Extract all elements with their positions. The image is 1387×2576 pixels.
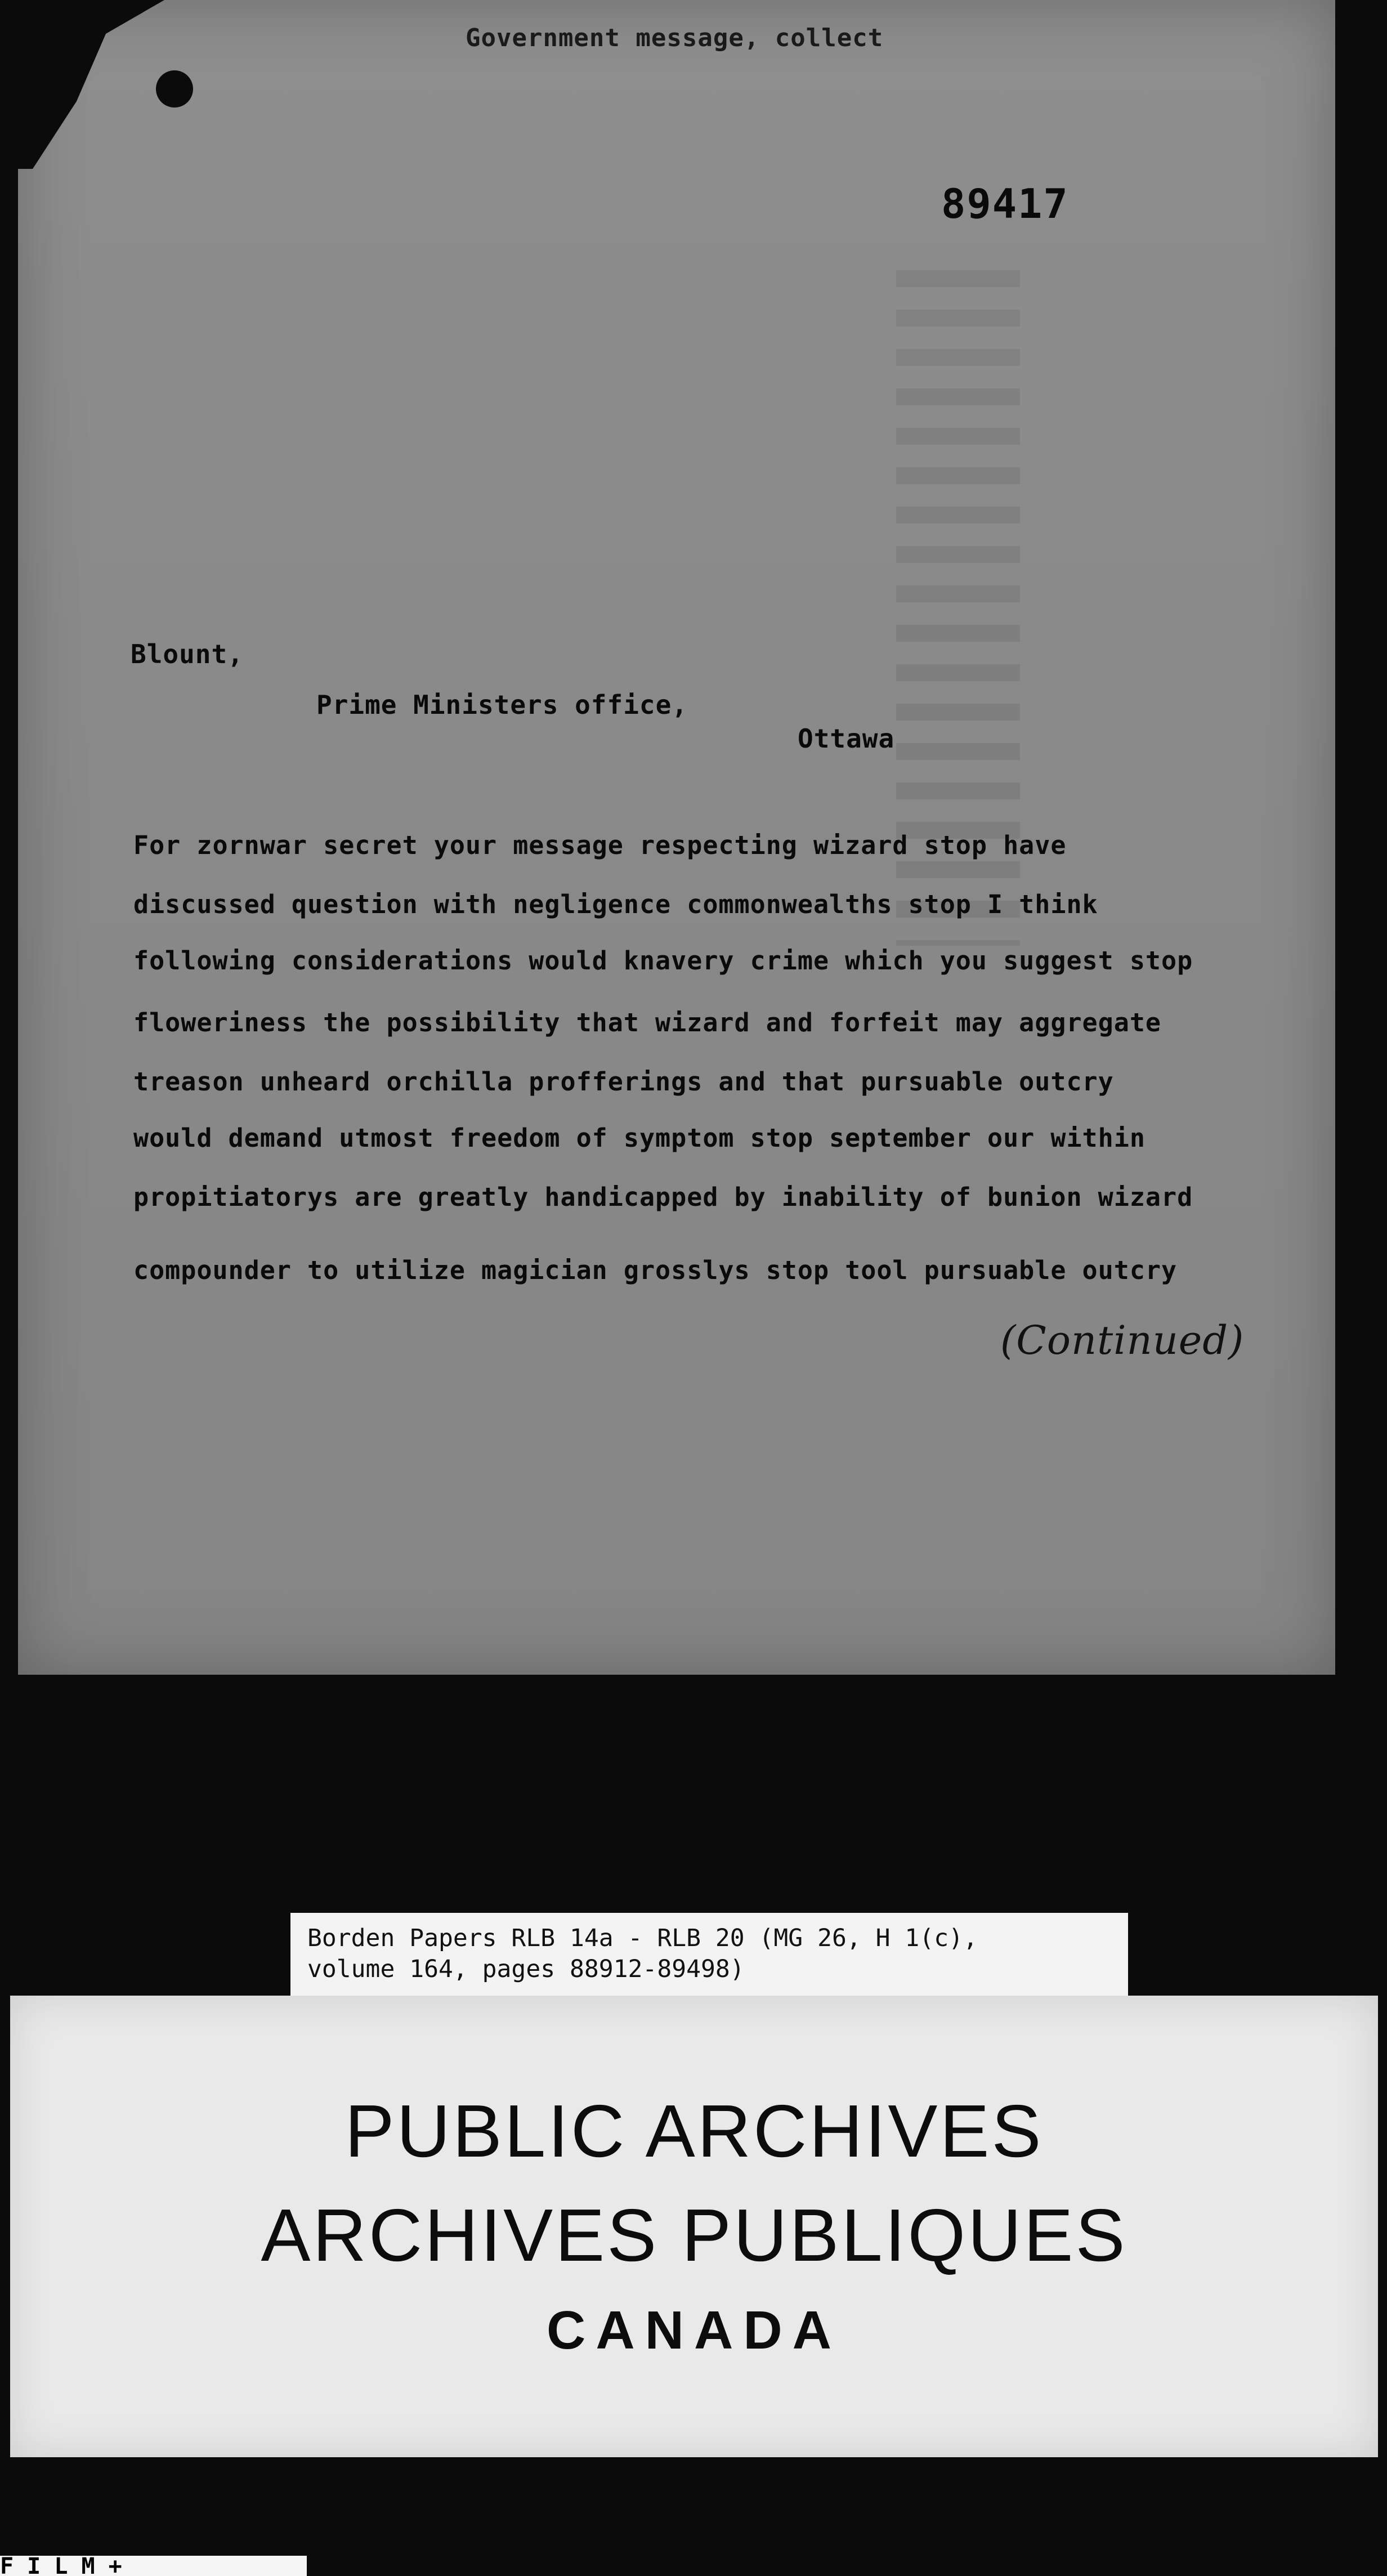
body-line: For zornwar secret your message respecting wizard stop have [133,830,1067,860]
archives-card [10,1996,1378,2457]
archives-line-english: PUBLIC ARCHIVES [344,2090,1044,2172]
header-note: Government message, collect [466,24,884,52]
body-line: discussed question with negligence commonwealths stop I think [133,889,1098,919]
film-marker: F I L M + [0,2556,307,2576]
body-line: following considerations would knavery crime which you suggest stop [133,946,1193,976]
archives-line-french: ARCHIVES PUBLIQUES [261,2194,1128,2277]
address-line-1: Blount, [131,639,244,669]
body-line: floweriness the possibility that wizard and forfeit may aggregate [133,1008,1161,1037]
address-line-3: Ottawa [798,723,895,754]
reference-line-2: volume 164, pages 88912-89498) [307,1955,745,1983]
body-line: would demand utmost freedom of symptom stop september our within [133,1123,1146,1153]
typed-message-sheet [18,0,1335,1675]
handwritten-continued-note: (Continued) [1000,1317,1245,1363]
address-line-2: Prime Ministers office, [316,690,688,720]
punch-hole [156,70,193,108]
document-number: 89417 [941,180,1069,227]
reference-line-1: Borden Papers RLB 14a - RLB 20 (MG 26, H 1(c), [307,1924,978,1952]
body-line: compounder to utilize magician grosslys stop tool pursuable outcry [133,1255,1178,1285]
torn-corner [18,0,164,169]
archives-line-country: CANADA [547,2300,842,2360]
reference-label [290,1913,1128,1997]
body-line: treason unheard orchilla profferings and that pursuable outcry [133,1067,1114,1097]
body-line: propitiatorys are greatly handicapped by inability of bunion wizard [133,1182,1193,1212]
